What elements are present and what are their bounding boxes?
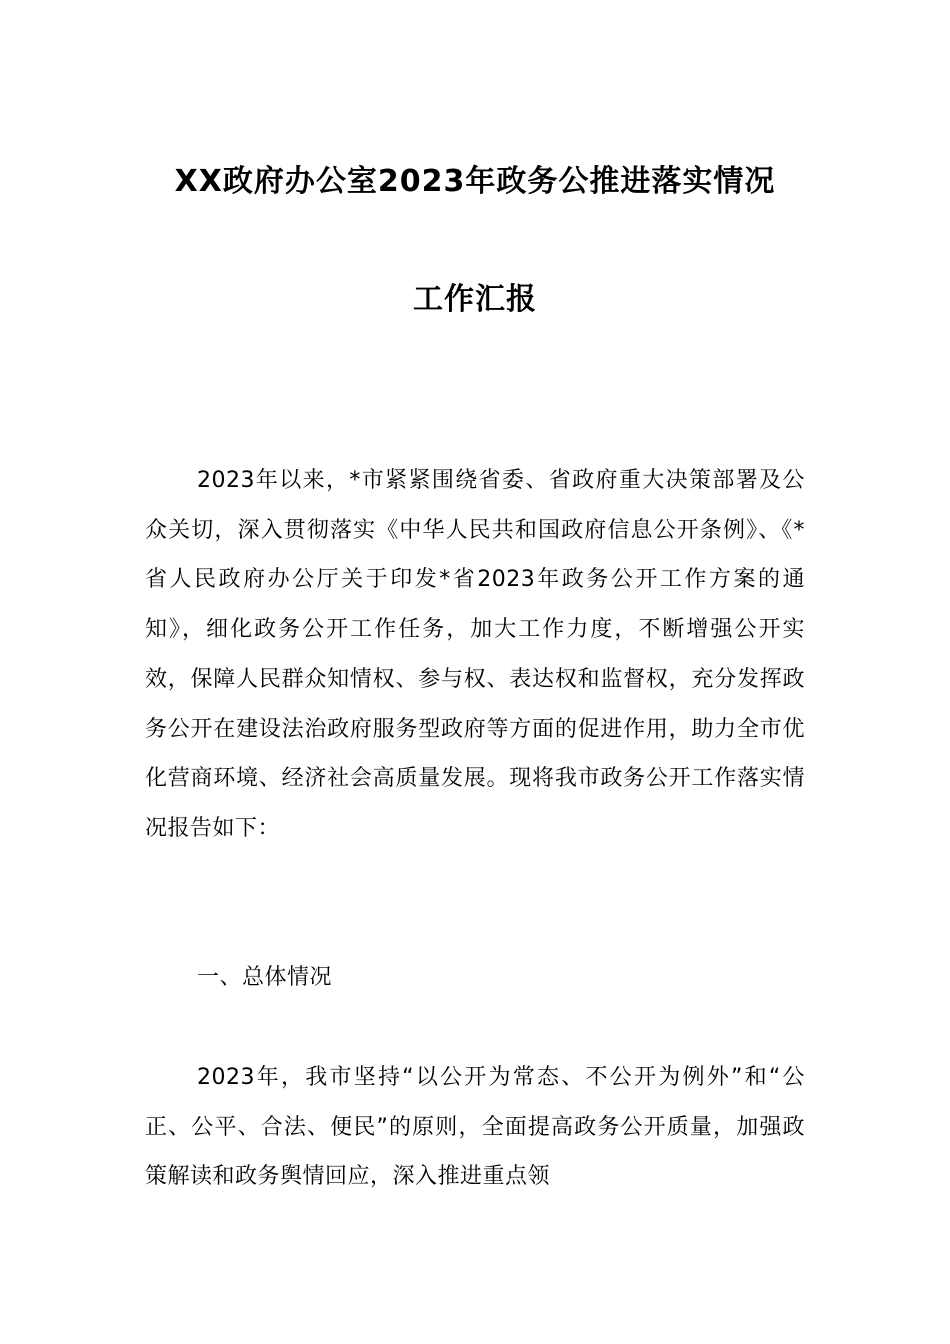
document-title-line-1: XX政府办公室2023年政务公推进落实情况 (174, 164, 776, 199)
section-heading-overall: 一、总体情况 (197, 965, 333, 990)
intro-paragraph: 2023年以来，*市紧紧围绕省委、省政府重大决策部署及公众关切，深入贯彻落实《中华人民共和国政府信息公开条例》、《*省人民政府办公厅关于印发*省2023年政务公开工作方案的通知》，细化政务公开工作任务，加大工作力度，不断增强公开实效，保障人民群众知情权、参与权、表达权和监督权，充分发挥政务公开在建设法治政府服务型政府等方面的促进作用，助力全市优化营商环境、经济社会高质量发展。现将我市政务公开工作落实情况报告如下： (145, 468, 805, 841)
document-title-line-2: 工作汇报 (413, 282, 537, 317)
overall-paragraph: 2023年，我市坚持“以公开为常态、不公开为例外”和“公正、公平、合法、便民”的原则，全面提高政务公开质量，加强政策解读和政务舆情回应，深入推进重点领 (145, 1065, 805, 1190)
